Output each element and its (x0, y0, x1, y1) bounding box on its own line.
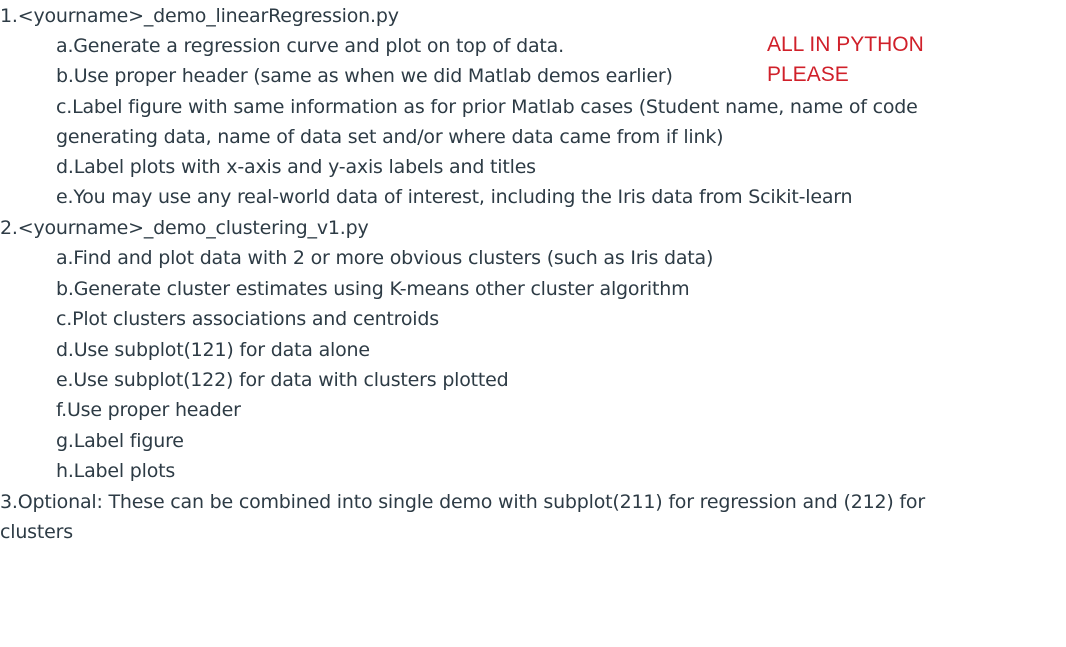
item-1a: a.Generate a regression curve and plot on top of data. (56, 35, 564, 57)
item-1c-continued: generating data, name of data set and/or where data came from if link) (56, 126, 724, 148)
item-1d: d.Label plots with x-axis and y-axis labels and titles (56, 156, 536, 178)
item-2h: h.Label plots (56, 460, 176, 482)
red-note (767, 30, 924, 90)
item-2a: a.Find and plot data with 2 or more obvious clusters (such as Iris data) (56, 247, 714, 269)
item-3-heading-continued: clusters (0, 521, 73, 543)
item-2-heading: 2.<yourname>_demo_clustering_v1.py (0, 217, 369, 239)
item-1c: c.Label figure with same information as for prior Matlab cases (Student name, name of code (56, 96, 918, 118)
item-2b: b.Generate cluster estimates using K-means other cluster algorithm (56, 278, 690, 300)
note-line-1: ALL IN PYTHON (767, 33, 924, 56)
item-2f: f.Use proper header (56, 399, 241, 421)
item-2c: c.Plot clusters associations and centroids (56, 308, 439, 330)
item-2g: g.Label figure (56, 430, 184, 452)
item-1e: e.You may use any real-world data of interest, including the Iris data from Scikit-learn (56, 186, 853, 208)
note-line-2: PLEASE (767, 63, 849, 86)
item-3-heading: 3.Optional: These can be combined into single demo with subplot(211) for regression and (212) for (0, 491, 925, 513)
item-2e: e.Use subplot(122) for data with clusters plotted (56, 369, 509, 391)
item-1-heading: 1.<yourname>_demo_linearRegression.py (0, 5, 399, 27)
item-1b: b.Use proper header (same as when we did Matlab demos earlier) (56, 65, 673, 87)
item-2d: d.Use subplot(121) for data alone (56, 339, 370, 361)
